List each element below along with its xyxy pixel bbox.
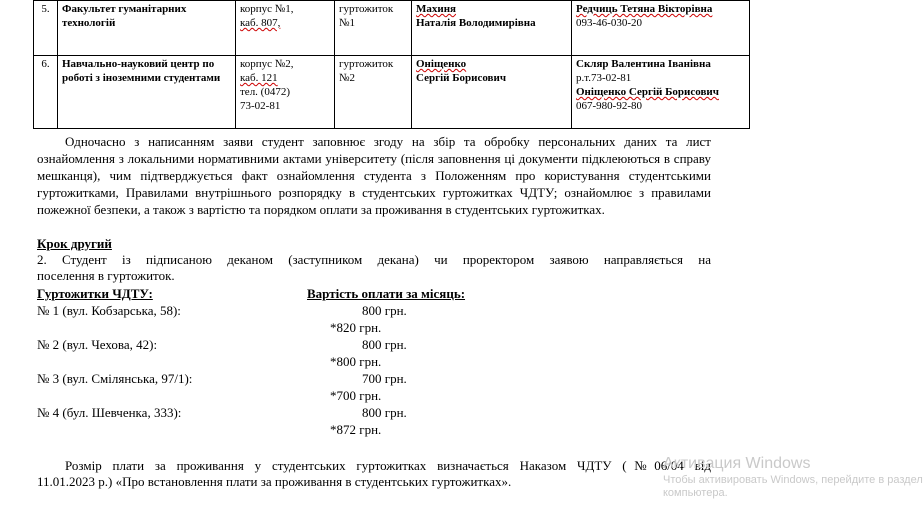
price-header: Вартість оплати за місяць: <box>307 286 466 301</box>
dorm-name: № 2 (вул. Чехова, 42): <box>37 337 158 352</box>
person-surname: Махиня <box>416 3 457 15</box>
building-line: каб. 807, <box>240 17 281 29</box>
building-cell <box>236 1 335 56</box>
contact-name: Скляр Валентина Іванівна <box>576 58 711 70</box>
footer-line1: Розмір плати за проживання у студентських гуртожитках визначається Наказом ЧДТУ (№06/04 від <box>65 458 711 473</box>
dorm-price: 800 грн. <box>362 405 407 420</box>
dorm-cell: гуртожиток №1 <box>335 1 412 56</box>
watermark-line: Чтобы активировать Windows, перейдите в раздел <box>663 474 923 486</box>
paragraph-consent: Одночасно з написанням заяви студент заповнює згоду на збір та обробку персональних даних та лист ознайомлення з локальними нормативними актами університету (після заповнення ці документи підклеюються в справу мешканця), чим підтверджується факт ознайомлення студента з Положенням про користування студентськими гуртожитками, Правилами внутрішнього розпорядку в студентських гуртожитках ЧДТУ; ознайомлює з правилами пожежної безпеки, а також з вартістю та порядком оплати за проживання в студентських гуртожитках. <box>37 134 711 217</box>
dorm-price-alt: *872 грн. <box>330 422 382 437</box>
building-line: корпус №1, <box>240 3 294 15</box>
dorm-price-alt: *700 грн. <box>330 388 382 403</box>
contact-cell <box>572 1 750 56</box>
step-two-text-line2: поселення в гуртожиток. <box>37 268 175 283</box>
dorm-price: 800 грн. <box>362 303 407 318</box>
dorm-name: № 4 (бул. Шевченка, 333): <box>37 405 182 420</box>
person-name: Наталія Володимирівна <box>416 17 536 29</box>
dorm-price-alt: *800 грн. <box>330 354 382 369</box>
contacts-table <box>33 0 750 129</box>
person-surname: Оніщенко <box>416 58 467 70</box>
building-line: каб. 121 <box>240 72 278 84</box>
contact-cell <box>572 56 750 129</box>
building-line: корпус №2, <box>240 58 294 70</box>
contact-phone: 067-980-92-80 <box>576 100 642 112</box>
contact-phone: р.т.73-02-81 <box>576 72 632 84</box>
row-number: 5. <box>34 1 58 56</box>
faculty-name: Навчально-науковий центр по роботі з іноземними студентами <box>58 56 236 129</box>
dorm-name: № 1 (вул. Кобзарська, 58): <box>37 303 181 318</box>
faculty-name: Факультет гуманітарних технологій <box>58 1 236 56</box>
footer-line2: 11.01.2023 р.) «Про встановлення плати за проживання в студентських гуртожитках». <box>37 474 512 489</box>
activation-watermark-text <box>663 474 923 500</box>
dorm-name: № 3 (вул. Смілянська, 97/1): <box>37 371 193 386</box>
dorm-price-alt: *820 грн. <box>330 320 382 335</box>
contact-name-text: Оніщенко Сергій Борисович <box>576 86 719 98</box>
table-row <box>34 1 750 56</box>
dorms-header <box>37 286 301 302</box>
person-cell <box>412 56 572 129</box>
contact-phone: 093-46-030-20 <box>576 17 642 29</box>
row-number: 6. <box>34 56 58 129</box>
step-two-text-line1: 2. Студент із підписаною деканом (заступником декана) чи проректором заявою направляється на <box>37 252 711 267</box>
dorms-header-text: Гуртожитки ЧДТУ: <box>37 286 153 301</box>
building-line: тел. (0472) <box>240 86 291 98</box>
step-two-title: Крок другий <box>37 236 112 251</box>
activation-watermark-title: Активация Windows <box>663 455 811 472</box>
contact-name <box>576 2 745 16</box>
dorm-cell: гуртожиток №2 <box>335 56 412 129</box>
table-row <box>34 56 750 129</box>
dorm-price: 700 грн. <box>362 371 407 386</box>
contact-name-text: Редчиць Тетяна Вікторівна <box>576 3 713 15</box>
contact-name <box>576 85 745 99</box>
watermark-line: компьютера. <box>663 487 728 499</box>
person-name: Сергій Борисович <box>416 72 507 84</box>
person-cell <box>412 1 572 56</box>
building-line: 73-02-81 <box>240 100 281 112</box>
building-cell <box>236 56 335 129</box>
dorm-price: 800 грн. <box>362 337 407 352</box>
